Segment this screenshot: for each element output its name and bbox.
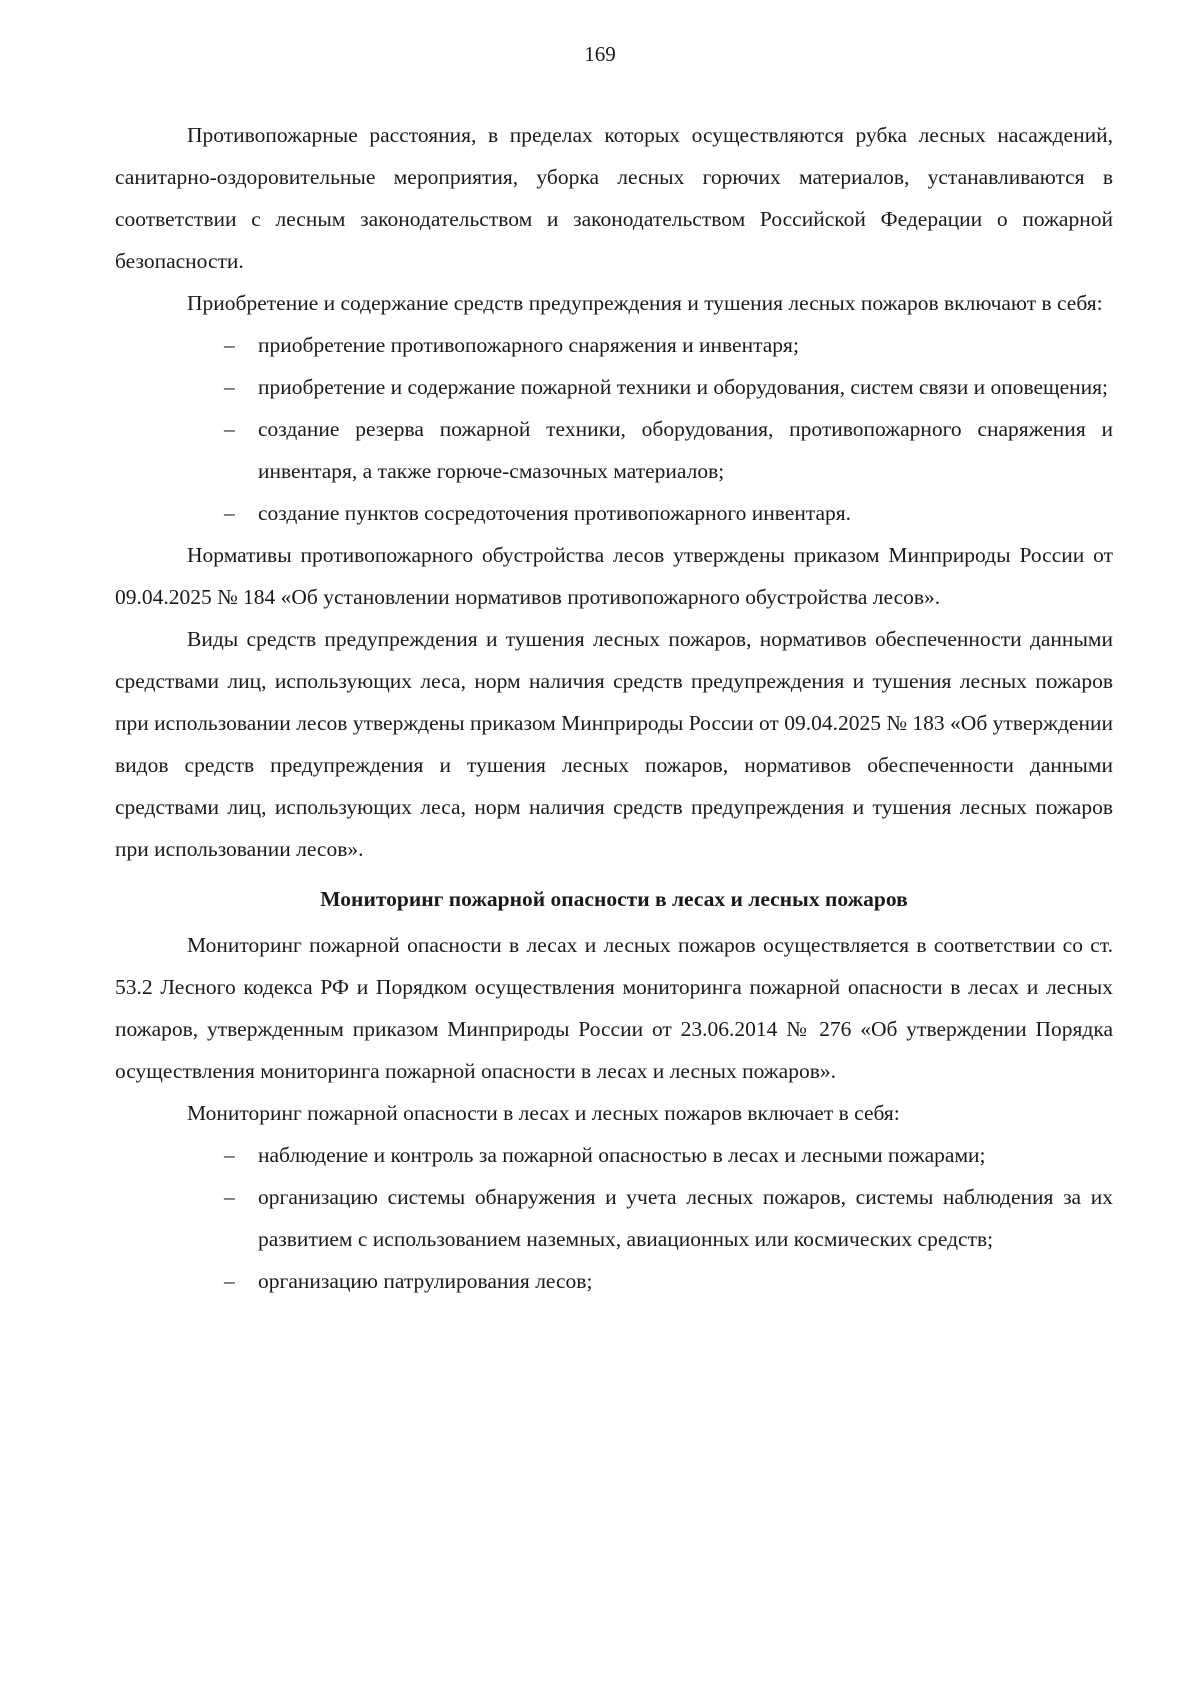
paragraph-norms-order-183: Виды средств предупреждения и тушения лесных пожаров, нормативов обеспеченности данными средствами лиц, использующих леса, норм наличия средств предупреждения и тушения лесных пожаров при использовании лесов утверждены приказом Минприроды России от 09.04.2025 № 183 «Об утверждении видов средств предупреждения и тушения лесных пожаров, нормативов обеспеченности данными средствами лиц, использующих леса, норм наличия средств предупреждения и тушения лесных пожаров при использовании лесов». <box>115 627 1113 861</box>
equipment-list <box>115 324 1113 534</box>
list-item <box>224 1176 1113 1260</box>
list-item <box>224 408 1113 492</box>
page-number: 169 <box>584 42 616 66</box>
paragraph-equipment-intro: Приобретение и содержание средств предупреждения и тушения лесных пожаров включают в себя: <box>187 291 1103 315</box>
dash-bullet: – <box>224 417 235 441</box>
list-item-text: создание пунктов сосредоточения противопожарного инвентаря. <box>258 501 852 525</box>
monitoring-list <box>115 1134 1113 1302</box>
list-item-text: наблюдение и контроль за пожарной опасностью в лесах и лесными пожарами; <box>258 1143 986 1167</box>
list-item-text: организацию патрулирования лесов; <box>258 1269 593 1293</box>
list-item <box>224 366 1113 408</box>
list-item <box>224 1260 1113 1302</box>
section-heading: Мониторинг пожарной опасности в лесах и лесных пожаров <box>320 887 908 911</box>
paragraph-norms-order-184: Нормативы противопожарного обустройства лесов утверждены приказом Минприроды России от 09.04.2025 № 184 «Об установлении нормативов противопожарного обустройства лесов». <box>115 543 1113 609</box>
paragraph-monitoring-intro: Мониторинг пожарной опасности в лесах и лесных пожаров включает в себя: <box>187 1101 900 1125</box>
dash-bullet: – <box>224 375 235 399</box>
dash-bullet: – <box>224 1269 235 1293</box>
list-item <box>224 492 1113 534</box>
list-item-text: создание резерва пожарной техники, оборудования, противопожарного снаряжения и инвентаря, а также горюче-смазочных материалов; <box>258 417 1113 483</box>
paragraph-fire-distances: Противопожарные расстояния, в пределах которых осуществляются рубка лесных насаждений, санитарно-оздоровительные мероприятия, уборка лесных горючих материалов, устанавливаются в соответствии с лесным законодательством и законодательством Российской Федерации о пожарной безопасности. <box>115 123 1113 273</box>
dash-bullet: – <box>224 1143 235 1167</box>
paragraph-monitoring-basis: Мониторинг пожарной опасности в лесах и лесных пожаров осуществляется в соответствии со ст. 53.2 Лесного кодекса РФ и Порядком осуществления мониторинга пожарной опасности в лесах и лесных пожаров, утвержденным приказом Минприроды России от 23.06.2014 № 276 «Об утверждении Порядка осуществления мониторинга пожарной опасности в лесах и лесных пожаров». <box>115 933 1113 1083</box>
document-body <box>115 114 1113 1302</box>
list-item-text: организацию системы обнаружения и учета лесных пожаров, системы наблюдения за их развитием с использованием наземных, авиационных или космических средств; <box>258 1185 1113 1251</box>
list-item <box>224 1134 1113 1176</box>
dash-bullet: – <box>224 1185 235 1209</box>
list-item-text: приобретение противопожарного снаряжения и инвентаря; <box>258 333 799 357</box>
list-item <box>224 324 1113 366</box>
list-item-text: приобретение и содержание пожарной техники и оборудования, систем связи и оповещения; <box>258 375 1109 399</box>
dash-bullet: – <box>224 333 235 357</box>
dash-bullet: – <box>224 501 235 525</box>
